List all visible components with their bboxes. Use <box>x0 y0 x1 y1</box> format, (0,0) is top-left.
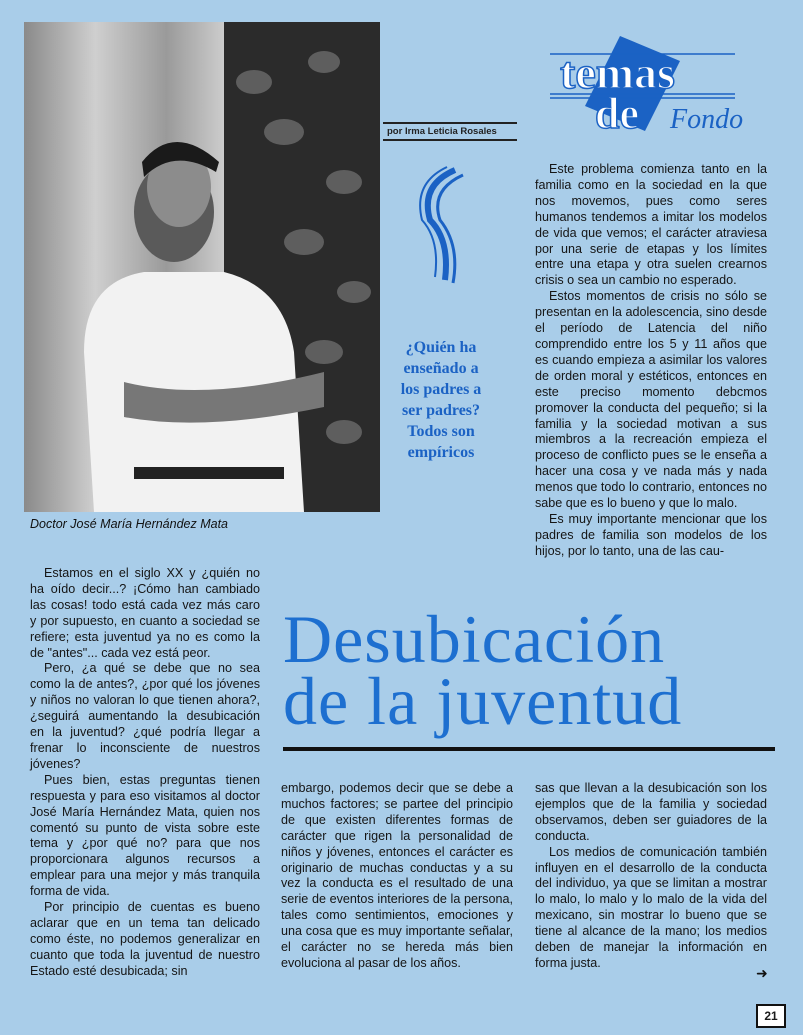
section-logo <box>550 36 770 136</box>
page-number: 21 <box>756 1004 786 1028</box>
paragraph: embargo, podemos decir que se debe a muchos factores; se partee del principio de que existen diferentes formas de carácter que rigen la personalidad de niños y jóvenes, entonces el carácter es originario de muchas conductas y a su vez la conducta es el resultado de una serie de eventos interiores de la persona, tales como sentimientos, emociones y una cosa que es muy importante señalar, el carácter no se hereda más bien evoluciona al pasar de los años. <box>281 781 513 970</box>
paragraph: Por principio de cuentas es bueno aclarar que en un tema tan delicado como éste, no podemos generalizar en cuanto que toda la juventud de nuestro Estado esté desubicada; sin <box>30 900 260 978</box>
logo-line3: Fondo <box>670 104 744 135</box>
headline-rule <box>283 747 775 751</box>
decorative-s-ornament <box>415 165 470 285</box>
paragraph: Estos momentos de crisis no sólo se presentan en la adolescencia, sino desde el período de Latencia del niño comprendido entre los 5 y 11 años que es cuando empieza a asimilar los valores de orden moral y estéticos, entonces en este preciso momento debcmos promover la conducta del pequeño; si la familia y la sociedad motivan a sus miembros a la recreación empieza el proceso de conflicto pues se le enseña a hacer una cosa y ve nada más y nada menos que todo lo contrario, entonces no sabe que es lo bueno y que lo malo. <box>535 289 767 511</box>
paragraph: Pero, ¿a qué se debe que no sea como la de antes?, ¿por qué los jóvenes y niños no valoran lo que tienen ahora?, ¿seguirá aumentando la desubicación en la juventud? ¿qué podría llegar a frenar lo inconsciente de nuestros jóvenes? <box>30 661 260 771</box>
paragraph: Este problema comienza tanto en la familia como en la sociedad en la que nos movemos, pues como seres humanos tendemos a imitar los modelos de vida que vemos; el carácter atraviesa por una serie de etapas y los límites entre una etapa y otra suelen crearnos crisis o sea un cambio no esperado. <box>535 162 767 288</box>
byline: por Irma Leticia Rosales <box>383 122 517 141</box>
pull-quote: ¿Quién ha enseñado a los padres a ser padres? Todos son empíricos <box>400 339 482 461</box>
article-column-1 <box>30 566 260 980</box>
article-column-3 <box>535 162 767 560</box>
headline-line-1: Desubicación <box>283 601 666 677</box>
article-headline <box>283 601 778 739</box>
doctor-photo <box>24 22 380 512</box>
article-column-4 <box>535 781 767 972</box>
headline-line-2: de la juventud <box>283 663 683 739</box>
photo-caption: Doctor José María Hernández Mata <box>30 517 229 531</box>
paragraph: Es muy importante mencionar que los padres de familia son modelos de los hijos, por lo tanto, una de las cau- <box>535 511 767 558</box>
paragraph: Pues bien, estas preguntas tienen respuesta y para eso visitamos al doctor José María Hernández Mata, quien nos comentó su punto de vista sobre este tema y ¿por qué no? para que nos proporcionara algunos recursos a emplear para una mejor y más tranquila forma de vida. <box>30 772 260 899</box>
paragraph: sas que llevan a la desubicación son los ejemplos que de la familia y sociedad observamos, deben ser guiadores de la conducta. <box>535 781 767 843</box>
logo-line2: de <box>595 89 639 136</box>
paragraph: Los medios de comunicación también influyen en el desarrollo de la conducta del individuo, ya que se limitan a mostrar lo malo, lo malo y lo malo de la vida del mexicano, sin mostrar lo bueno que se tiene al alcance de la mano; los medios deben de manejar la información en forma justa. <box>535 844 767 970</box>
logo-line1: temas <box>560 47 675 98</box>
article-column-2 <box>281 781 513 972</box>
paragraph: Estamos en el siglo XX y ¿quién no ha oído decir...? ¡Cómo han cambiado las cosas! todo está cada vez más caro y por supuesto, en cuanto a sociedad se refiere; esta juventud ya no es como la de "antes"... cada vez está peor. <box>30 566 260 660</box>
continue-arrow-icon: ➜ <box>756 965 768 981</box>
